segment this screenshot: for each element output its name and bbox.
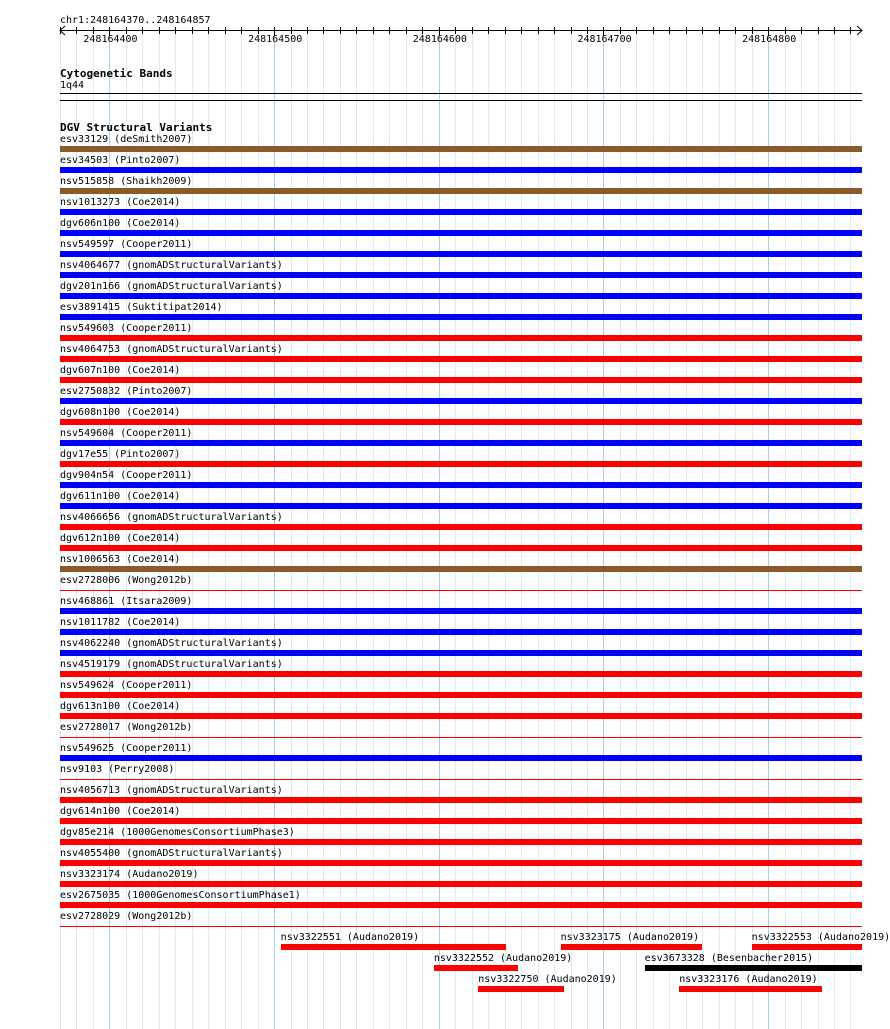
dgv-feature-label[interactable]: nsv3322551 (Audano2019) — [280, 932, 420, 943]
dgv-feature-bar[interactable] — [60, 860, 862, 866]
dgv-feature-label[interactable]: nsv3323175 (Audano2019) — [560, 932, 700, 943]
ruler-tick-label: 248164800 — [742, 34, 797, 45]
dgv-feature-label[interactable]: dgv614n100 (Coe2014) — [60, 806, 181, 817]
dgv-feature-label[interactable]: nsv468861 (Itsara2009) — [60, 596, 193, 607]
dgv-feature-label[interactable]: nsv4055400 (gnomADStructuralVariants) — [60, 848, 283, 859]
dgv-feature-bar[interactable] — [60, 590, 862, 591]
dgv-feature-label[interactable]: dgv608n100 (Coe2014) — [60, 407, 181, 418]
dgv-feature-bar[interactable] — [60, 926, 862, 927]
dgv-feature-label[interactable]: esv3673328 (Besenbacher2015) — [644, 953, 814, 964]
ruler-location-label: chr1:248164370..248164857 — [60, 15, 211, 26]
dgv-feature-bar[interactable] — [60, 209, 862, 215]
dgv-feature-bar[interactable] — [434, 965, 518, 971]
dgv-feature-bar[interactable] — [60, 671, 862, 677]
dgv-feature-label[interactable]: dgv607n100 (Coe2014) — [60, 365, 181, 376]
dgv-feature-label[interactable]: esv3891415 (Suktitipat2014) — [60, 302, 223, 313]
dgv-feature-label[interactable]: dgv85e214 (1000GenomesConsortiumPhase3) — [60, 827, 295, 838]
dgv-feature-bar[interactable] — [60, 902, 862, 908]
dgv-feature-label[interactable]: nsv4064677 (gnomADStructuralVariants) — [60, 260, 283, 271]
dgv-feature-label[interactable]: nsv3322552 (Audano2019) — [433, 953, 573, 964]
dgv-feature-label[interactable]: nsv515858 (Shaikh2009) — [60, 176, 193, 187]
dgv-feature-label[interactable]: nsv4056713 (gnomADStructuralVariants) — [60, 785, 283, 796]
dgv-feature-bar[interactable] — [60, 839, 862, 845]
dgv-feature-label[interactable]: nsv549597 (Cooper2011) — [60, 239, 193, 250]
cytoband-bar-top — [60, 93, 862, 94]
cytoband-track-title: Cytogenetic Bands — [60, 67, 173, 80]
dgv-feature-bar[interactable] — [60, 524, 862, 530]
ruler-tick-label: 248164400 — [83, 34, 138, 45]
dgv-feature-label[interactable]: dgv17e55 (Pinto2007) — [60, 449, 181, 460]
dgv-feature-bar[interactable] — [60, 650, 862, 656]
dgv-feature-label[interactable]: nsv4519179 (gnomADStructuralVariants) — [60, 659, 283, 670]
dgv-feature-bar[interactable] — [60, 440, 862, 446]
dgv-feature-bar[interactable] — [60, 818, 862, 824]
dgv-feature-label[interactable]: nsv1011782 (Coe2014) — [60, 617, 181, 628]
dgv-feature-bar[interactable] — [60, 293, 862, 299]
dgv-feature-label[interactable]: esv2728017 (Wong2012b) — [60, 722, 193, 733]
dgv-feature-label[interactable]: dgv613n100 (Coe2014) — [60, 701, 181, 712]
dgv-feature-label[interactable]: nsv549603 (Cooper2011) — [60, 323, 193, 334]
dgv-feature-bar[interactable] — [60, 377, 862, 383]
dgv-feature-label[interactable]: dgv606n100 (Coe2014) — [60, 218, 181, 229]
dgv-feature-label[interactable]: nsv549604 (Cooper2011) — [60, 428, 193, 439]
cytoband-bar-bottom — [60, 100, 862, 101]
dgv-feature-bar[interactable] — [679, 986, 822, 992]
dgv-feature-bar[interactable] — [752, 944, 862, 950]
dgv-feature-bar[interactable] — [60, 461, 862, 467]
dgv-track-title: DGV Structural Variants — [60, 121, 213, 134]
dgv-feature-label[interactable]: nsv4062240 (gnomADStructuralVariants) — [60, 638, 283, 649]
dgv-feature-bar[interactable] — [645, 965, 862, 971]
dgv-feature-bar[interactable] — [60, 398, 862, 404]
dgv-feature-bar[interactable] — [561, 944, 703, 950]
dgv-feature-bar[interactable] — [281, 944, 507, 950]
dgv-feature-bar[interactable] — [60, 545, 862, 551]
dgv-feature-label[interactable]: esv2750832 (Pinto2007) — [60, 386, 193, 397]
dgv-feature-label[interactable]: nsv4066656 (gnomADStructuralVariants) — [60, 512, 283, 523]
dgv-feature-label[interactable]: dgv611n100 (Coe2014) — [60, 491, 181, 502]
ruler-tick-label: 248164500 — [248, 34, 303, 45]
dgv-feature-label[interactable]: dgv201n166 (gnomADStructuralVariants) — [60, 281, 283, 292]
dgv-feature-bar[interactable] — [60, 251, 862, 257]
dgv-feature-label[interactable]: esv2728006 (Wong2012b) — [60, 575, 193, 586]
dgv-feature-label[interactable]: nsv549624 (Cooper2011) — [60, 680, 193, 691]
dgv-feature-bar[interactable] — [60, 779, 862, 780]
dgv-feature-bar[interactable] — [60, 167, 862, 173]
dgv-feature-bar[interactable] — [60, 230, 862, 236]
dgv-feature-bar[interactable] — [60, 713, 862, 719]
dgv-feature-bar[interactable] — [60, 755, 862, 761]
dgv-feature-bar[interactable] — [60, 272, 862, 278]
dgv-feature-label[interactable]: dgv612n100 (Coe2014) — [60, 533, 181, 544]
dgv-feature-bar[interactable] — [60, 335, 862, 341]
dgv-feature-label[interactable]: nsv3323174 (Audano2019) — [60, 869, 199, 880]
ruler-tick-label: 248164700 — [577, 34, 632, 45]
dgv-feature-bar[interactable] — [60, 608, 862, 614]
dgv-feature-bar[interactable] — [60, 188, 862, 194]
dgv-feature-bar[interactable] — [60, 356, 862, 362]
dgv-feature-label[interactable]: esv34503 (Pinto2007) — [60, 155, 181, 166]
dgv-feature-bar[interactable] — [478, 986, 564, 992]
dgv-feature-label[interactable]: nsv3323176 (Audano2019) — [679, 974, 818, 985]
dgv-feature-bar[interactable] — [60, 692, 862, 698]
ruler-tick-label: 248164600 — [412, 34, 467, 45]
dgv-feature-label[interactable]: nsv4064753 (gnomADStructuralVariants) — [60, 344, 283, 355]
dgv-feature-bar[interactable] — [60, 419, 862, 425]
dgv-feature-label[interactable]: nsv1006563 (Coe2014) — [60, 554, 181, 565]
dgv-feature-bar[interactable] — [60, 482, 862, 488]
dgv-feature-bar[interactable] — [60, 737, 862, 738]
dgv-feature-label[interactable]: esv2728029 (Wong2012b) — [60, 911, 193, 922]
dgv-feature-label[interactable]: nsv549625 (Cooper2011) — [60, 743, 193, 754]
dgv-feature-label[interactable]: dgv904n54 (Cooper2011) — [60, 470, 193, 481]
dgv-feature-bar[interactable] — [60, 881, 862, 887]
dgv-feature-label[interactable]: nsv1013273 (Coe2014) — [60, 197, 181, 208]
dgv-feature-label[interactable]: nsv9103 (Perry2008) — [60, 764, 175, 775]
cytoband-label: 1q44 — [60, 80, 85, 91]
dgv-feature-bar[interactable] — [60, 797, 862, 803]
dgv-feature-bar[interactable] — [60, 146, 862, 152]
dgv-feature-label[interactable]: nsv3322750 (Audano2019) — [478, 974, 617, 985]
dgv-feature-bar[interactable] — [60, 314, 862, 320]
dgv-feature-label[interactable]: esv2675035 (1000GenomesConsortiumPhase1) — [60, 890, 301, 901]
dgv-feature-bar[interactable] — [60, 566, 862, 572]
dgv-feature-bar[interactable] — [60, 629, 862, 635]
dgv-feature-label[interactable]: nsv3322553 (Audano2019) — [751, 932, 890, 943]
dgv-feature-label[interactable]: esv33129 (deSmith2007) — [60, 134, 193, 145]
dgv-feature-bar[interactable] — [60, 503, 862, 509]
